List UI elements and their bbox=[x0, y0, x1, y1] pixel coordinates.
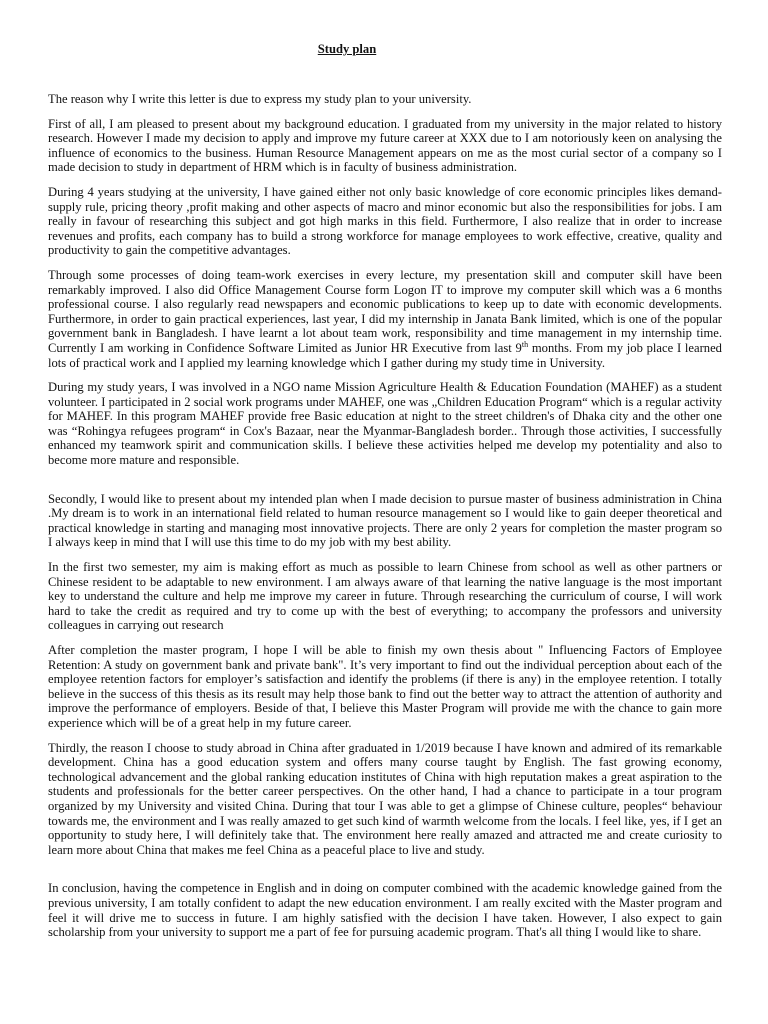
paragraph-skills-text-1: Through some processes of doing team-work exercises in every lecture, my presentation skill and computer skill have been remarkably improved. I also did Office Management Course form Logon IT to improve my computer skill which was a 6 months professional course. I also regularly read newspapers and economic publications to keep up to date with economic developments. Furthermore, in order to gain practical experiences, last year, I did my internship in Janata Bank limited, which is one of the popular government bank in Bangladesh. I have learnt a lot about team work, responsibility and time management in my internship time. Currently I am working in Confidence Software Limited as Junior HR Executive from last 9 bbox=[48, 267, 722, 355]
paragraph-why-china: Thirdly, the reason I choose to study abroad in China after graduated in 1/2019 because I have known and admired of its remarkable development. China has a good education system and offers many course taught by English. The fast growing economy, technological advancement and the global ranking education institutes of China with high reputation makes a great aspiration to the students and professionals for the better career perspectives. On the other hand, I had a chance to participate in a tour program organized by my University and visited China. During that tour I was able to get a glimpse of Chinese culture, peoples“ behaviour towards me, the environment and I was really amazed to get such kind of warmth welcome from the locals. I feel like, yes, if I get an opportunity to study here, I will definitely take that. The environment here really amazed and attracted me and create curiosity to learn more about China that makes me feel China as a peaceful place to live and study. bbox=[48, 740, 722, 857]
document-body bbox=[48, 92, 722, 950]
paragraph-university-years: During 4 years studying at the university, I have gained either not only basic knowledge of core economic principles likes demand-supply rule, pricing theory ,profit making and other aspects of macro and minor economic but also the responsibilities for jobs. I am really in favour of researching this subject and got high marks in this field. Furthermore, I also realize that in order to increase revenues and profits, each company has to build a strong workforce for manage employees to work effective, creative, quality and productivity to gain the competitive advantages. bbox=[48, 184, 722, 258]
paragraph-thesis: After completion the master program, I hope I will be able to finish my own thesis about " Influencing Factors of Employee Retention: A study on government bank and private bank". It’s very important to find out the individual perception about each of the employee retention factors for employer’s satisfaction and identify the problems (if there is any) in the employee retention. I totally believe in the success of this thesis as its result may help those bank to find out the better way to attract the attention of authority and improve the performance of employers. Beside of that, I believe this Master Program will provide me with the chance to gain more experience which will be of a great help in my future career. bbox=[48, 643, 722, 730]
paragraph-skills-experience bbox=[48, 268, 722, 370]
paragraph-intro: The reason why I write this letter is due to express my study plan to your university. bbox=[48, 92, 472, 106]
paragraph-volunteer: During my study years, I was involved in a NGO name Mission Agriculture Health & Education Foundation (MAHEF) as a student volunteer. I participated in 2 social work programs under MAHEF, one was „Children Education Program“ which is a regular activity for MAHEF. In this program MAHEF provide free Basic education at night to the street children's of Dhaka city and the other one was “Rohingya refugees program“ in Cox's Bazaar, near the Myanmar-Bangladesh border.. Through those activities, I successfully enhanced my teamwork spirit and communication skills. I believe these activities helped me develop my potentiality and also to become more mature and responsible. bbox=[48, 380, 722, 468]
paragraph-background: First of all, I am pleased to present about my background education. I graduated from my university in the major related to history research. However I made my decision to apply and improve my future career at XXX due to I am notoriously keen on analysing the influence of economics to the business. Human Resource Management appears on me as the most curial sector of a company so I made decision to study in department of HRM which is in faculty of business administration. bbox=[48, 116, 722, 175]
paragraph-conclusion: In conclusion, having the competence in English and in doing on computer combined with the academic knowledge gained from the previous university, I am totally confident to adapt the new education environment. I am really excited with the Master program and feel it will drive me to success in future. I am highly satisfied with the decision I have taken. However, I also expect to gain scholarship from your university to support me a part of fee for pursuing academic program. That's all thing I would like to share. bbox=[48, 881, 722, 940]
paragraph-intended-plan: Secondly, I would like to present about my intended plan when I made decision to pursue master of business administration in China .My dream is to work in an international field related to human resource management so I would like to gain deeper theoretical and practical knowledge in starting and managing most innovative projects. There are only 2 years for completion the master program so I always keep in mind that I will use this time to do my job with my best ability. bbox=[48, 491, 722, 550]
page-title: Study plan bbox=[317, 42, 377, 56]
paragraph-skills-text-2: months. From my job place I learned lots of practical work and I applied my learning knowledge which I gather during my study time in University. bbox=[48, 340, 722, 370]
paragraph-first-semester: In the first two semester, my aim is making effort as much as possible to learn Chinese from school as well as other partners or Chinese resident to be adaptable to new environment. I am always aware of that learning the native language is the most important key to understand the culture and help me improve my career in future. Through researching the curriculum of course, I will work hard to take the credit as required and try to come up with the best of everything; to accompany the professors and university colleagues in carrying out research bbox=[48, 560, 722, 633]
superscript-th: th bbox=[521, 339, 529, 349]
